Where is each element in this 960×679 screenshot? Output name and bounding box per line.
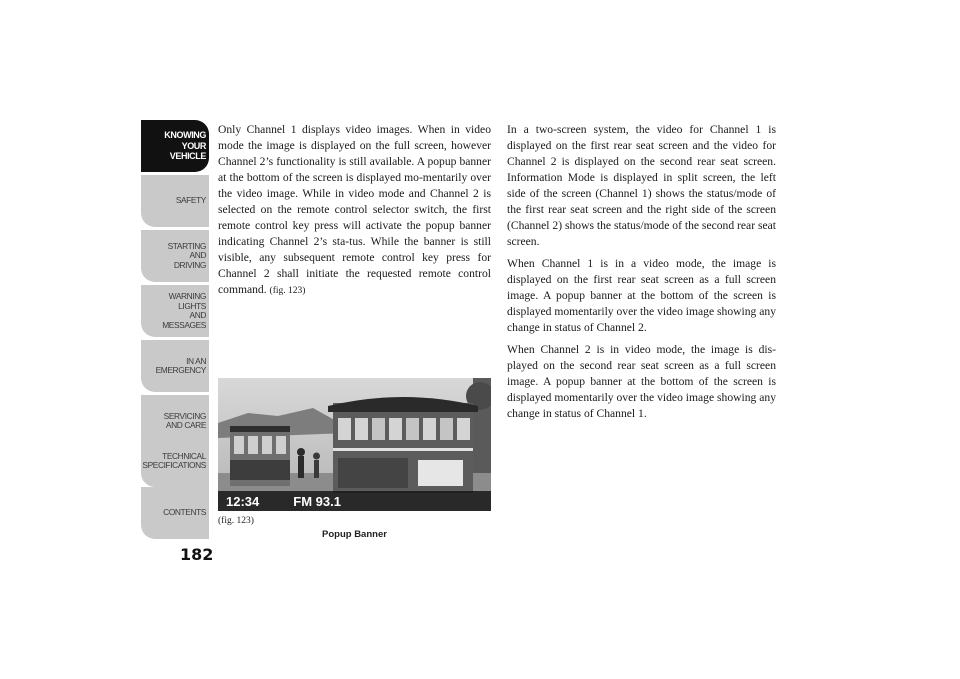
tab-in-an-emergency[interactable]: [141, 340, 209, 392]
tab-label: IN AN EMERGENCY: [155, 355, 206, 375]
tab-label: KNOWING YOUR VEHICLE: [164, 130, 206, 162]
left-column: [218, 122, 491, 305]
popup-banner-figure: [218, 378, 491, 511]
tab-warning-lights-and-messages[interactable]: [141, 285, 209, 337]
tab-label: CONTENTS: [163, 507, 206, 518]
banner-time: 12:34: [226, 493, 260, 509]
paragraph: When Channel 1 is in a video mode, the image is displayed on the first rear seat screen as a full screen image. A popup banner at the bottom of the screen is displayed momentarily over the video image showing any change in status of Channel 2.: [507, 257, 776, 334]
tab-contents[interactable]: [141, 487, 209, 539]
tab-label: WARNING LIGHTS AND MESSAGES: [162, 291, 206, 330]
tab-label: SERVICING AND CARE: [163, 410, 206, 430]
tab-technical-specifications[interactable]: [141, 435, 209, 487]
popup-banner: [218, 491, 491, 511]
tab-knowing-your-vehicle[interactable]: [141, 120, 209, 172]
figure-label: (fig. 123): [218, 516, 254, 526]
tab-starting-and-driving[interactable]: [141, 230, 209, 282]
paragraph: When Channel 2 is in video mode, the image is dis-played on the second rear seat screen as a full screen image. A popup banner at the bottom of the screen is displayed momentarily over the video image showing any change in status of Channel 1.: [507, 343, 776, 420]
tab-safety[interactable]: [141, 175, 209, 227]
figure-caption: Popup Banner: [322, 529, 387, 540]
banner-station: FM 93.1: [293, 493, 341, 509]
right-column: [507, 122, 776, 428]
figure-reference[interactable]: (fig. 123): [269, 286, 306, 296]
tab-label: TECHNICAL SPECIFICATIONS: [142, 450, 206, 470]
paragraph-text: Only Channel 1 displays video images. When in video mode the image is displayed on the full screen, however Channel 2’s functionality is still available. A popup banner at the bottom of the screen is displayed mo-mentarily over the video image. While in video mode and Channel 2 is selected on the remote control selector switch, the first remote control key press will activate the popup banner indicating Channel 2’s sta-tus. While the banner is still visible, any subsequent remote control key press for Channel 2 shall initiate the requested remote control command.: [218, 123, 491, 296]
paragraph: In a two-screen system, the video for Channel 1 is displayed on the first rear seat screen and the video for Channel 2 is displayed on the second rear seat screen. Information Mode is displayed in split screen, the left side of the screen (Channel 1) shows the status/mode of the first rear seat screen and the right side of the screen (Channel 2) shows the status/mode of the second rear seat screen.: [507, 123, 776, 248]
paragraph: [218, 122, 491, 299]
page-number: 182: [180, 545, 214, 564]
tab-label: SAFETY: [175, 195, 206, 206]
tab-label: STARTING AND DRIVING: [167, 240, 206, 270]
